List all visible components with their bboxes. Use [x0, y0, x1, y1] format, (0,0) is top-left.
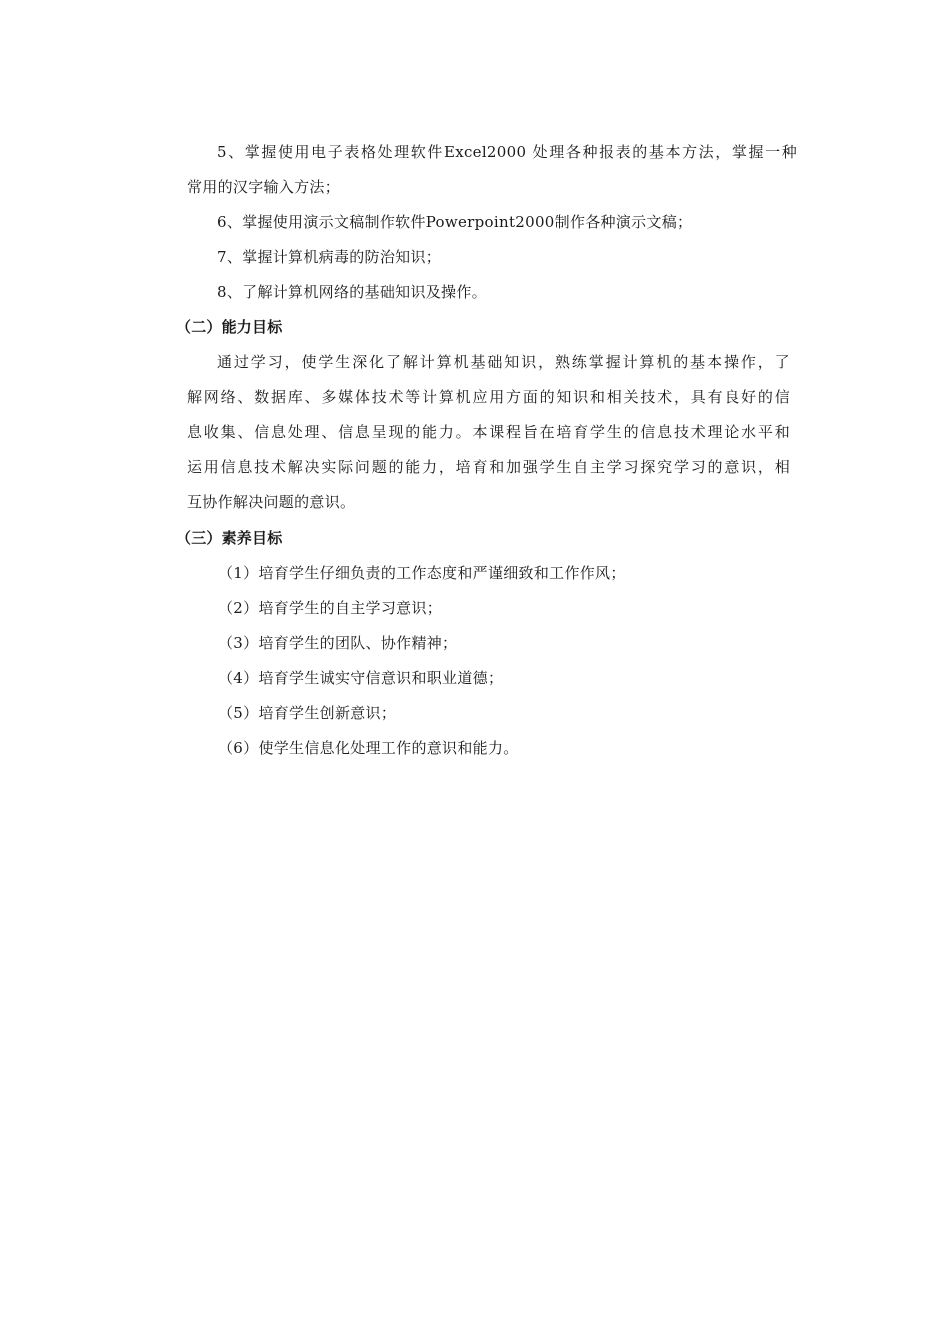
knowledge-item-5-line-1: 5、掌握使用电子表格处理软件Excel2000 处理各种报表的基本方法，掌握一种 [217, 143, 797, 161]
knowledge-item-7: 7、掌握计算机病毒的防治知识； [217, 248, 442, 266]
literacy-item-2: （2）培育学生的自主学习意识； [218, 599, 443, 617]
literacy-item-3: （3）培育学生的团队、协作精神； [218, 634, 458, 652]
ability-paragraph-line-2: 解网络、数据库、多媒体技术等计算机应用方面的知识和相关技术，具有良好的信 [187, 388, 790, 406]
literacy-item-6: （6）使学生信息化处理工作的意识和能力。 [218, 739, 519, 757]
ability-paragraph-line-3: 息收集、信息处理、信息呈现的能力。本课程旨在培育学生的信息技术理论水平和 [187, 423, 790, 441]
literacy-heading: （三）素养目标 [176, 529, 283, 547]
ability-paragraph-line-4: 运用信息技术解决实际问题的能力，培育和加强学生自主学习探究学习的意识，相 [187, 458, 790, 476]
literacy-item-4: （4）培育学生诚实守信意识和职业道德； [218, 669, 504, 687]
literacy-item-1: （1）培育学生仔细负责的工作态度和严谨细致和工作作风； [218, 564, 626, 582]
knowledge-item-5-line-2: 常用的汉字输入方法； [187, 178, 341, 196]
ability-heading: （二）能力目标 [176, 318, 283, 336]
knowledge-item-8: 8、了解计算机网络的基础知识及操作。 [217, 283, 487, 301]
knowledge-item-6: 6、掌握使用演示文稿制作软件Powerpoint2000制作各种演示文稿； [217, 213, 693, 231]
ability-paragraph-line-5: 互协作解决问题的意识。 [187, 493, 356, 511]
ability-paragraph-line-1: 通过学习，使学生深化了解计算机基础知识，熟练掌握计算机的基本操作，了 [217, 353, 790, 371]
literacy-item-5: （5）培育学生创新意识； [218, 704, 397, 722]
